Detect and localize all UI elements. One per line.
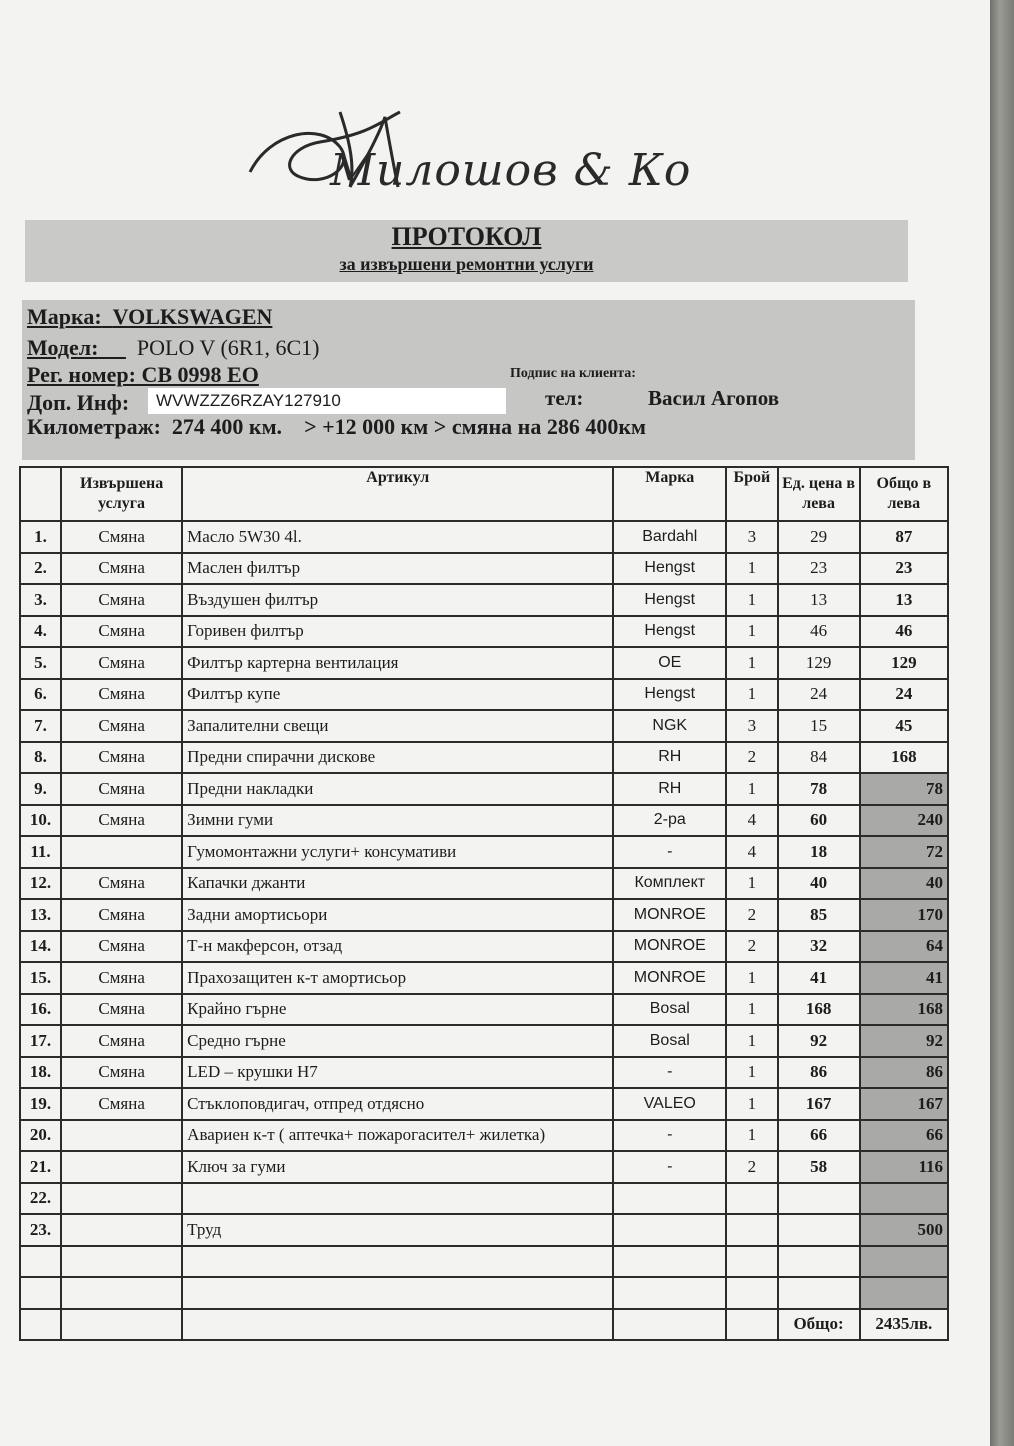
row-total: 13 — [860, 584, 948, 616]
make-line — [27, 304, 272, 330]
row-number: 21. — [20, 1151, 61, 1183]
row-brand: - — [613, 1151, 726, 1183]
row-brand: OE — [613, 647, 726, 679]
row-number: 10. — [20, 805, 61, 837]
row-article: LED – крушки H7 — [182, 1057, 613, 1089]
row-brand: Hengst — [613, 584, 726, 616]
reg-label: Рег. номер: — [27, 362, 136, 387]
company-name: Милошов & Ко — [330, 145, 692, 196]
table-row — [20, 553, 948, 585]
row-unit-price: 32 — [778, 931, 860, 963]
phone-label: тел: — [545, 386, 584, 410]
row-total: 167 — [860, 1088, 948, 1120]
row-article: Средно гърне — [182, 1025, 613, 1057]
row-unit-price: 66 — [778, 1120, 860, 1152]
row-total: 46 — [860, 616, 948, 648]
row-unit-price: 40 — [778, 868, 860, 900]
document-subtitle: за извършени ремонтни услуги — [339, 254, 594, 274]
row-article: Труд — [182, 1214, 613, 1246]
row-service — [61, 836, 182, 868]
row-qty: 4 — [726, 805, 777, 837]
row-number: 7. — [20, 710, 61, 742]
row-brand: - — [613, 1057, 726, 1089]
row-number: 5. — [20, 647, 61, 679]
client-signature-label: Подпис на клиента: — [510, 366, 636, 381]
row-number: 17. — [20, 1025, 61, 1057]
row-service: Смяна — [61, 521, 182, 553]
row-article: Капачки джанти — [182, 868, 613, 900]
header-article: Артикул — [182, 467, 613, 521]
table-row — [20, 1246, 948, 1278]
row-brand: MONROE — [613, 931, 726, 963]
row-qty: 1 — [726, 1120, 777, 1152]
table-row — [20, 521, 948, 553]
table-row — [20, 742, 948, 774]
row-total: 116 — [860, 1151, 948, 1183]
row-unit-price: 86 — [778, 1057, 860, 1089]
row-number: 9. — [20, 773, 61, 805]
row-qty: 1 — [726, 1088, 777, 1120]
row-brand: Hengst — [613, 679, 726, 711]
row-service — [61, 1120, 182, 1152]
row-qty: 2 — [726, 742, 777, 774]
total-value: 2435лв. — [860, 1309, 948, 1341]
row-article — [182, 1183, 613, 1215]
row-service — [61, 1151, 182, 1183]
table-row — [20, 1183, 948, 1215]
row-number: 11. — [20, 836, 61, 868]
row-article: Горивен филтър — [182, 616, 613, 648]
row-number: 8. — [20, 742, 61, 774]
reg-line — [27, 362, 259, 388]
row-article: Т-н макферсон, отзад — [182, 931, 613, 963]
row-qty: 1 — [726, 616, 777, 648]
row-total: 45 — [860, 710, 948, 742]
row-qty: 2 — [726, 931, 777, 963]
row-qty: 1 — [726, 773, 777, 805]
row-article: Зимни гуми — [182, 805, 613, 837]
row-qty: 3 — [726, 521, 777, 553]
header-qty: Брой — [726, 467, 777, 521]
table-row — [20, 1088, 948, 1120]
row-article: Крайно гърне — [182, 994, 613, 1026]
row-total: 64 — [860, 931, 948, 963]
table-row — [20, 931, 948, 963]
row-number: 12. — [20, 868, 61, 900]
row-number: 3. — [20, 584, 61, 616]
row-total: 78 — [860, 773, 948, 805]
row-service: Смяна — [61, 710, 182, 742]
row-article: Задни амортисьори — [182, 899, 613, 931]
row-total: 23 — [860, 553, 948, 585]
row-service — [61, 1183, 182, 1215]
row-article: Запалителни свещи — [182, 710, 613, 742]
row-total: 92 — [860, 1025, 948, 1057]
row-service: Смяна — [61, 994, 182, 1026]
model-label: Модел: — [27, 335, 99, 360]
row-total: 41 — [860, 962, 948, 994]
row-article: Маслен филтър — [182, 553, 613, 585]
header-total: Общо в лева — [860, 467, 948, 521]
row-total: 40 — [860, 868, 948, 900]
row-qty: 1 — [726, 679, 777, 711]
row-unit-price: 129 — [778, 647, 860, 679]
row-qty: 4 — [726, 836, 777, 868]
row-qty: 1 — [726, 868, 777, 900]
row-unit-price: 23 — [778, 553, 860, 585]
row-qty: 1 — [726, 962, 777, 994]
row-number: 6. — [20, 679, 61, 711]
row-article: Предни накладки — [182, 773, 613, 805]
row-service: Смяна — [61, 647, 182, 679]
row-service: Смяна — [61, 742, 182, 774]
table-row — [20, 1025, 948, 1057]
row-number: 20. — [20, 1120, 61, 1152]
row-brand — [613, 1183, 726, 1215]
table-row — [20, 773, 948, 805]
header-num — [20, 467, 61, 521]
row-service: Смяна — [61, 1057, 182, 1089]
row-total: 87 — [860, 521, 948, 553]
row-qty: 3 — [726, 710, 777, 742]
table-row — [20, 1057, 948, 1089]
row-total — [860, 1183, 948, 1215]
row-qty — [726, 1183, 777, 1215]
table-row — [20, 868, 948, 900]
row-article: Ключ за гуми — [182, 1151, 613, 1183]
reg-value: CB 0998 EO — [141, 362, 259, 387]
title-band — [25, 220, 908, 282]
row-service: Смяна — [61, 931, 182, 963]
row-number: 22. — [20, 1183, 61, 1215]
row-qty: 1 — [726, 584, 777, 616]
row-article: Филтър купе — [182, 679, 613, 711]
table-row — [20, 616, 948, 648]
row-brand: 2-ра — [613, 805, 726, 837]
vin-field: WVWZZZ6RZAY127910 — [148, 388, 506, 414]
row-article: Филтър картерна вентилация — [182, 647, 613, 679]
row-unit-price: 18 — [778, 836, 860, 868]
table-row — [20, 805, 948, 837]
row-qty: 1 — [726, 553, 777, 585]
row-number: 23. — [20, 1214, 61, 1246]
table-row — [20, 1151, 948, 1183]
row-brand: Bardahl — [613, 521, 726, 553]
row-unit-price: 85 — [778, 899, 860, 931]
row-brand: NGK — [613, 710, 726, 742]
row-article: Въздушен филтър — [182, 584, 613, 616]
document-title: ПРОТОКОЛ — [391, 222, 542, 251]
row-article: Гумомонтажни услуги+ консумативи — [182, 836, 613, 868]
row-unit-price: 46 — [778, 616, 860, 648]
row-service: Смяна — [61, 584, 182, 616]
table-row — [20, 1277, 948, 1309]
row-total: 168 — [860, 994, 948, 1026]
total-label: Общо: — [778, 1309, 860, 1341]
row-number: 13. — [20, 899, 61, 931]
row-service: Смяна — [61, 616, 182, 648]
row-number: 19. — [20, 1088, 61, 1120]
row-unit-price: 15 — [778, 710, 860, 742]
row-brand: RH — [613, 742, 726, 774]
table-row — [20, 994, 948, 1026]
row-unit-price: 24 — [778, 679, 860, 711]
row-number: 1. — [20, 521, 61, 553]
row-brand: - — [613, 836, 726, 868]
row-service: Смяна — [61, 962, 182, 994]
mileage-change: > +12 000 км > смяна на 286 400км — [304, 414, 646, 439]
row-qty: 1 — [726, 647, 777, 679]
row-total: 66 — [860, 1120, 948, 1152]
table-row — [20, 962, 948, 994]
table-row — [20, 710, 948, 742]
row-service: Смяна — [61, 899, 182, 931]
table-row — [20, 647, 948, 679]
row-unit-price: 84 — [778, 742, 860, 774]
row-brand: VALEO — [613, 1088, 726, 1120]
row-article: Авариен к-т ( аптечка+ пожарогасител+ жилетка) — [182, 1120, 613, 1152]
row-total: 86 — [860, 1057, 948, 1089]
row-unit-price: 41 — [778, 962, 860, 994]
table-header-row — [20, 467, 948, 521]
row-brand: Hengst — [613, 616, 726, 648]
row-number: 4. — [20, 616, 61, 648]
mileage-value: 274 400 км. — [171, 414, 283, 439]
row-brand: Комплект — [613, 868, 726, 900]
row-article: Прахозащитен к-т амортисьор — [182, 962, 613, 994]
row-unit-price: 13 — [778, 584, 860, 616]
header-service: Извършена услуга — [61, 467, 182, 521]
model-value: POLO V (6R1, 6C1) — [136, 335, 320, 360]
make-value: VOLKSWAGEN — [112, 304, 273, 329]
row-unit-price: 29 — [778, 521, 860, 553]
row-unit-price: 60 — [778, 805, 860, 837]
row-total: 168 — [860, 742, 948, 774]
row-brand: MONROE — [613, 899, 726, 931]
row-total: 170 — [860, 899, 948, 931]
row-qty — [726, 1214, 777, 1246]
row-qty: 1 — [726, 1025, 777, 1057]
row-unit-price: 167 — [778, 1088, 860, 1120]
row-service: Смяна — [61, 1025, 182, 1057]
total-row — [20, 1309, 948, 1341]
row-unit-price — [778, 1183, 860, 1215]
services-table — [19, 466, 949, 1341]
row-brand: Hengst — [613, 553, 726, 585]
row-number: 14. — [20, 931, 61, 963]
row-number: 18. — [20, 1057, 61, 1089]
row-unit-price: 92 — [778, 1025, 860, 1057]
row-total: 72 — [860, 836, 948, 868]
row-brand: Bosal — [613, 1025, 726, 1057]
row-qty: 1 — [726, 994, 777, 1026]
table-row — [20, 1120, 948, 1152]
row-total: 240 — [860, 805, 948, 837]
row-service: Смяна — [61, 868, 182, 900]
client-name: Васил Агопов — [648, 386, 780, 410]
row-service: Смяна — [61, 805, 182, 837]
background-edge — [990, 0, 1014, 1446]
table-row — [20, 836, 948, 868]
table-row — [20, 899, 948, 931]
model-line — [27, 335, 319, 361]
row-qty: 1 — [726, 1057, 777, 1089]
row-service: Смяна — [61, 553, 182, 585]
row-brand: MONROE — [613, 962, 726, 994]
header-unit-price: Ед. цена в лева — [778, 467, 860, 521]
row-article: Масло 5W30 4l. — [182, 521, 613, 553]
row-total: 129 — [860, 647, 948, 679]
mileage-line — [27, 414, 646, 440]
row-brand: RH — [613, 773, 726, 805]
row-number: 2. — [20, 553, 61, 585]
row-unit-price: 78 — [778, 773, 860, 805]
row-unit-price — [778, 1214, 860, 1246]
table-row — [20, 584, 948, 616]
row-service: Смяна — [61, 1088, 182, 1120]
row-article: Стъклоповдигач, отпред отдясно — [182, 1088, 613, 1120]
row-total: 24 — [860, 679, 948, 711]
row-qty: 2 — [726, 1151, 777, 1183]
row-unit-price: 168 — [778, 994, 860, 1026]
row-total: 500 — [860, 1214, 948, 1246]
row-number: 16. — [20, 994, 61, 1026]
row-brand — [613, 1214, 726, 1246]
row-number: 15. — [20, 962, 61, 994]
row-unit-price: 58 — [778, 1151, 860, 1183]
table-row — [20, 679, 948, 711]
table-row — [20, 1214, 948, 1246]
row-service: Смяна — [61, 679, 182, 711]
row-service — [61, 1214, 182, 1246]
row-article: Предни спирачни дискове — [182, 742, 613, 774]
mileage-label: Километраж: — [27, 414, 161, 439]
row-brand: - — [613, 1120, 726, 1152]
extra-info-label: Доп. Инф: — [27, 390, 130, 415]
row-qty: 2 — [726, 899, 777, 931]
header-brand: Марка — [613, 467, 726, 521]
make-label: Марка: — [27, 304, 102, 329]
row-brand: Bosal — [613, 994, 726, 1026]
row-service: Смяна — [61, 773, 182, 805]
